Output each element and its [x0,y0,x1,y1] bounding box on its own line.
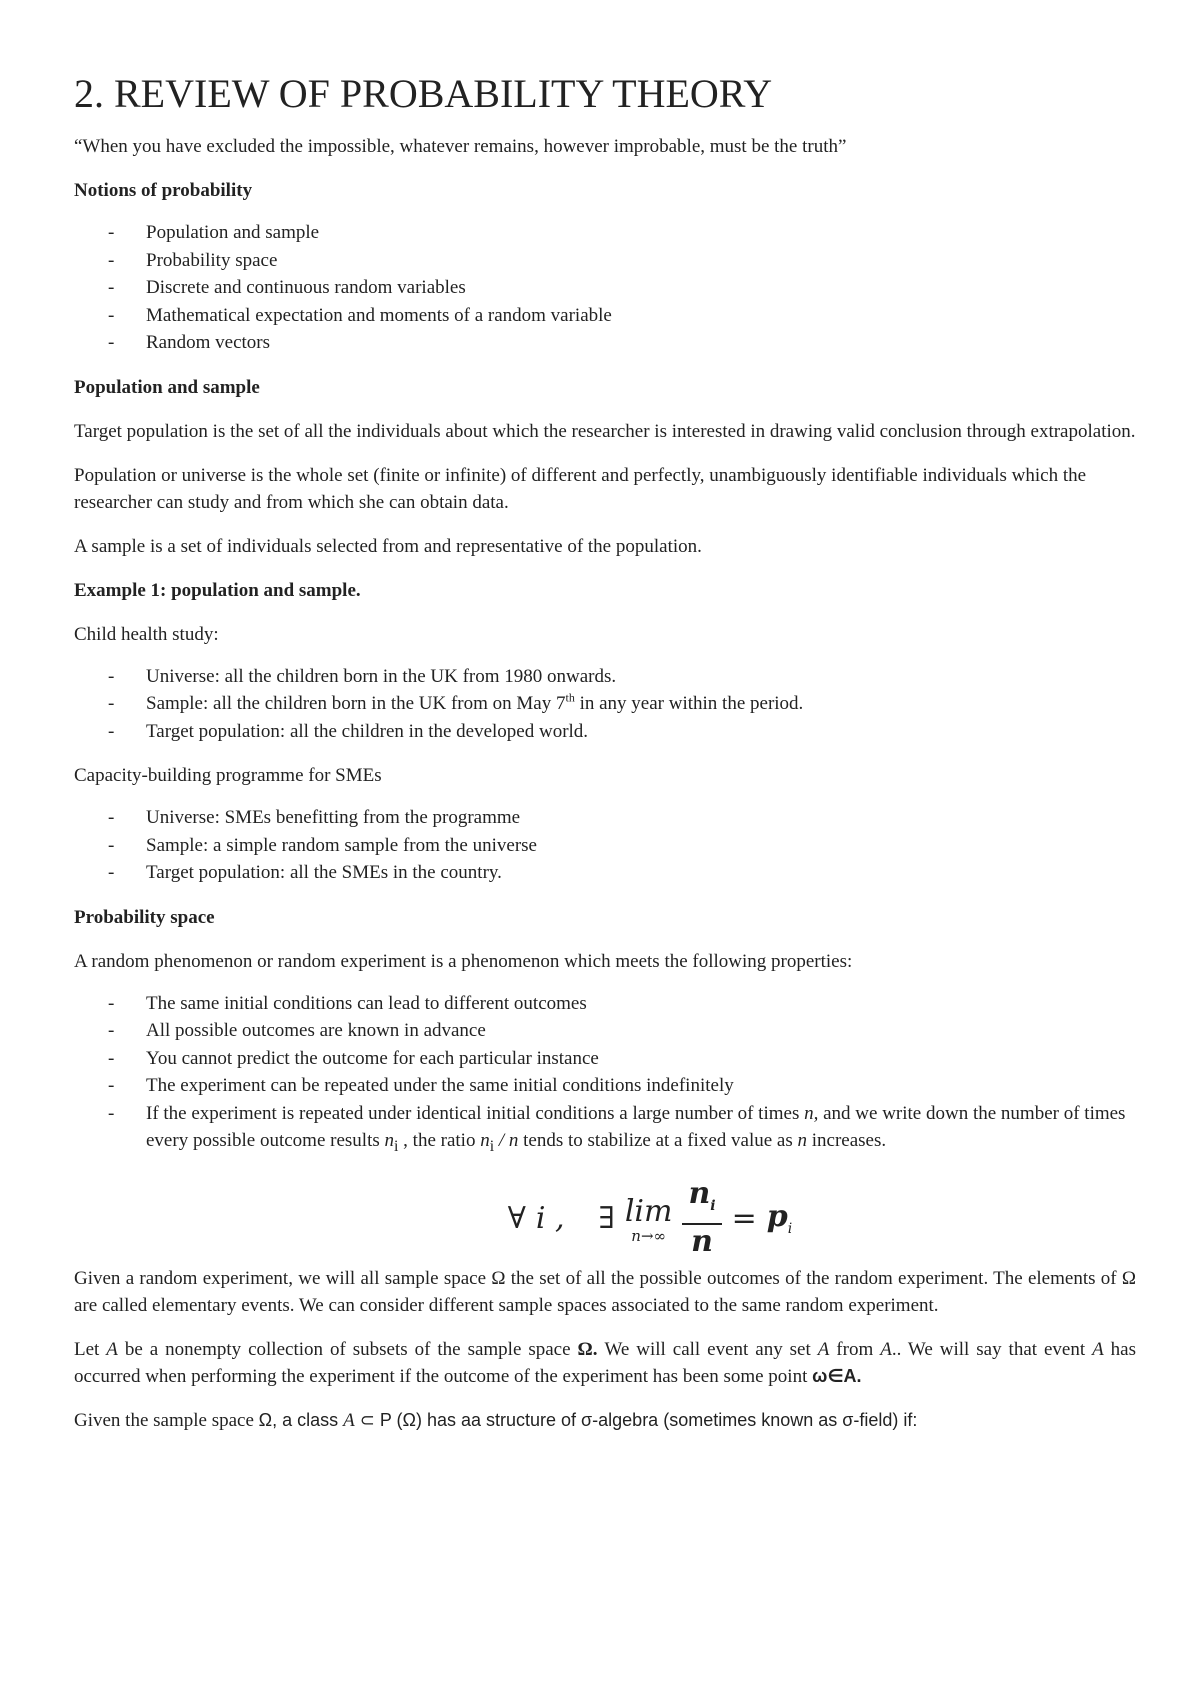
list-item: - Population and sample [108,222,320,243]
list-item: - Sample: all the children born in the UK from on May 7th in any year within the period. [108,690,804,714]
sigma-algebra-paragraph: Given the sample space Ω, a class A ⊂ P (Ω) has aa structure of σ-algebra (sometimes known as σ-field) if: [74,1410,918,1432]
properties-list [74,990,1136,1161]
sme-list [74,804,1136,887]
list-item: - Random vectors [108,332,271,353]
probability-space-heading: Probability space [74,906,215,928]
child-study-list [74,663,1136,746]
sample-space-paragraph: Given a random experiment, we will all sample space Ω the set of all the possible outcomes of the random experiment. The elements of Ω are called elementary events. We can consider different sample spaces associated to the same random experiment. [74,1268,1136,1317]
list-item: - Sample: a simple random sample from the universe [108,834,537,856]
list-item: - Universe: all the children born in the UK from 1980 onwards. [108,665,617,687]
list-item: - Mathematical expectation and moments of a random variable [108,304,612,326]
random-experiment-intro: A random phenomenon or random experiment is a phenomenon which meets the following properties: [74,950,853,972]
list-item: - The experiment can be repeated under the same initial conditions indefinitely [108,1075,734,1096]
list-item: - Universe: SMEs benefitting from the programme [108,807,521,828]
epigraph-quote: “When you have excluded the impossible, whatever remains, however improbable, must be the truth” [74,136,847,157]
list-item: - You cannot predict the outcome for each particular instance [108,1047,599,1069]
population-heading: Population and sample [74,376,260,398]
notions-list [74,219,1136,357]
list-item: - Target population: all the children in the developed world. [108,720,589,742]
event-paragraph: Let A be a nonempty collection of subsets of the sample space Ω. We will call event any set A from A.. We will say that event A has occurred when performing the experiment if the outcome of the experiment has been some point ω∈A. [74,1339,1137,1388]
list-item: - If the experiment is repeated under identical initial conditions a large number of times n, and we write down the number of times every possible outcome results $n_i$ , the ratio $n_i$ / n tends to stabilize at a fixed value as n increases. [108,1102,1126,1155]
list-item: - All possible outcomes are known in advance [108,1020,486,1041]
target-population-paragraph: Target population is the set of all the individuals about which the researcher is interested in drawing valid conclusion through extrapolation. [74,420,1136,442]
limit-formula: ∀ i , ∃ lim n→∞ $\frac{n_i}{n}$ = $p_i$ [507,1176,793,1260]
list-item: - Target population: all the SMEs in the country. [108,862,502,883]
sample-paragraph: A sample is a set of individuals selected from and representative of the population. [74,535,702,557]
universe-paragraph: Population or universe is the whole set (finite or infinite) of different and perfectly, unambiguously identifiable individuals which the researcher can study and from which she can obtain data. [74,464,1087,513]
list-item: - Probability space [108,249,278,271]
example1-heading: Example 1: population and sample. [74,579,361,601]
document-page [74,70,1136,1451]
sme-programme-title: Capacity-building programme for SMEs [74,765,382,786]
list-item: - Discrete and continuous random variables [108,277,466,298]
notions-heading: Notions of probability [74,180,253,201]
child-study-title: Child health study: [74,623,219,645]
page-title: 2. REVIEW OF PROBABILITY THEORY [74,71,773,116]
list-item: - The same initial conditions can lead to different outcomes [108,992,587,1014]
